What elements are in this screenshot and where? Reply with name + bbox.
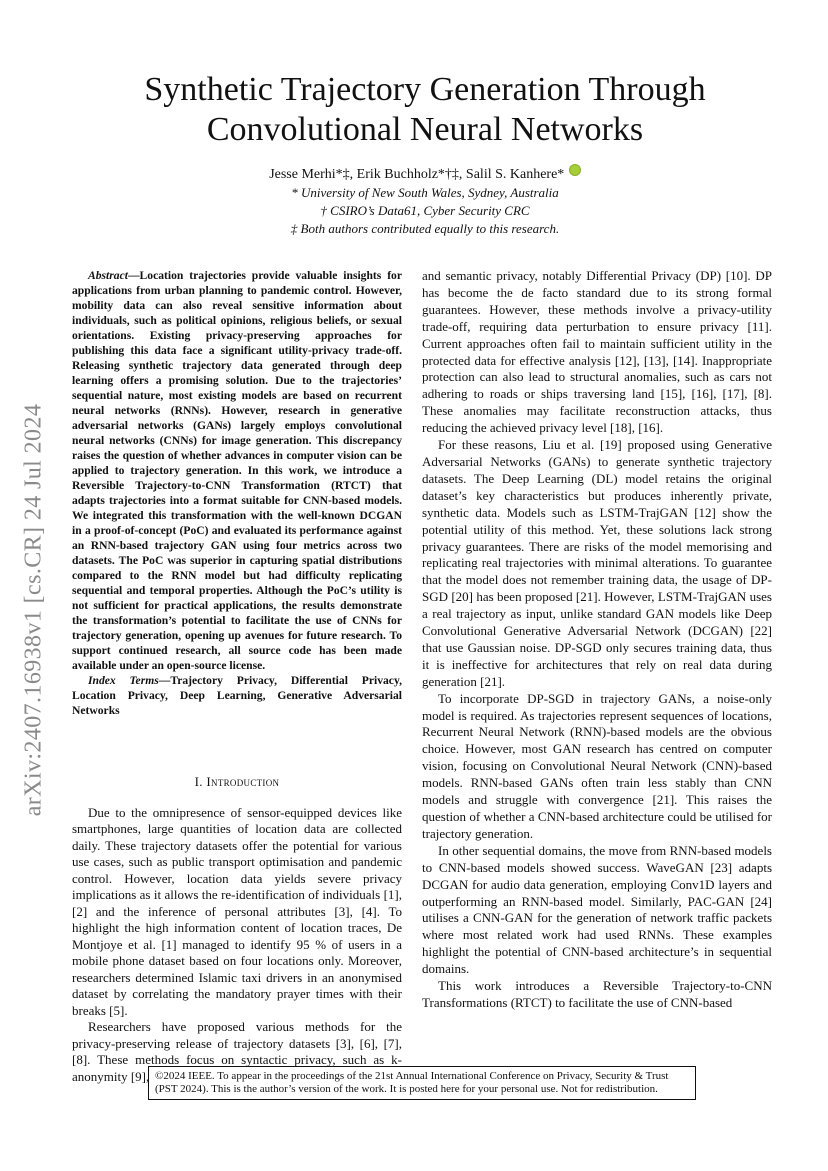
copyright-notice: ©2024 IEEE. To appear in the proceedings of the 21st Annual International Conference on Privacy, Security & Trust (PST 2024). This is the author’s version of the work. It is posted here for your personal use. Not for redistribution.: [148, 1066, 696, 1100]
section-title: Introduction: [206, 774, 280, 789]
index-terms-text: —Trajectory Privacy, Differential Privacy, Location Privacy, Deep Learning, Generative Adversarial Networks: [72, 674, 402, 717]
arxiv-identifier-text: arXiv:2407.16938v1 [cs.CR] 24 Jul 2024: [20, 403, 47, 817]
abstract-lead: Abstract: [88, 269, 128, 282]
affiliation-csiro: † CSIRO’s Data61, Cyber Security CRC: [320, 203, 530, 218]
section-number: I.: [194, 774, 203, 789]
intro-paragraph: Due to the omnipresence of sensor-equipped devices like smartphones, large quantities of location data are collected daily. These trajectory datasets offer the potential for various use cases, such as public transport optimisation and pandemic control. However, location data yields severe privacy implications as it allows the re-identification of individuals [1], [2] and the inference of personal attributes [3], [4]. To highlight the high information content of location traces, De Montjoye et al. [1] managed to identify 95 % of users in a mobile phone dataset based on four locations only. Moreover, researchers determined Islamic taxi drivers in an anonymised dataset by correlating the mandatory prayer times with their breaks [5].: [72, 804, 402, 1018]
author-names: Jesse Merhi*‡, Erik Buchholz*†‡, Salil S. Kanhere*: [269, 167, 565, 182]
abstract-text: —Location trajectories provide valuable insights for applications from urban planning to pandemic control. However, mobility data can also reveal sensitive information about individuals, such as political opinions, religious beliefs, or sexual orientations. Existing privacy-preserving approaches for publishing this data face a significant utility-privacy trade-off. Releasing synthetic trajectory data generated through deep learning offers a promising solution. Due to the trajectories’ sequential nature, most existing models are based on recurrent neural networks (RNNs). However, research in generative adversarial networks (GANs) largely employs convolutional neural networks (CNNs) for image generation. This discrepancy raises the question of whether advances in computer vision can be applied to trajectory generation. In this work, we introduce a Reversible Trajectory-to-CNN Transformation (RTCT) that adapts trajectories into a format suitable for CNN-based models. We integrated this transformation with the well-known DCGAN in a proof-of-concept (PoC) and evaluated its performance against an RNN-based trajectory GAN using four metrics across two datasets. The PoC was superior in capturing spatial distributions compared to the RNN model but had difficulty replicating sequential and temporal properties. Although the PoC’s utility is not sufficient for practical applications, the results demonstrate the transformation’s potential to facilitate the use of CNNs for trajectory generation, opening up avenues for future research. To support continued research, all source code has been made available under an open-source license.: [72, 269, 402, 672]
orcid-icon[interactable]: [569, 164, 581, 176]
intro-paragraph: Researchers have proposed various methods for the privacy-preserving release of trajectory datasets [3], [6], [7], [8]. These methods focus on syntactic privacy, such as k-anonymity [9],: [72, 1019, 402, 1084]
intro-paragraph: For these reasons, Liu et al. [19] proposed using Generative Adversarial Networks (GANs) to generate synthetic trajectory datasets. The Deep Learning (DL) model retains the original dataset’s key characteristics but produces inherently private, synthetic data. Models such as LSTM-TrajGAN [12] show the potential utility of this method. Yet, these solutions lack strong privacy guarantees. There are risks of the model memorising and replicating real trajectories with minimal alterations. To guarantee that the model does not remember training data, the usage of DP-SGD [20] has been proposed [21]. However, LSTM-TrajGAN uses a real trajectory as input, unlike standard GAN models like Deep Convolutional Generative Adversarial Network (DCGAN) [22] that use Gaussian noise. DP-SGD only secures training data, thus it is ineffective for architectures that rely on real data during generation [21].: [422, 437, 772, 689]
affiliation-unsw: * University of New South Wales, Sydney, Australia: [291, 185, 559, 200]
author-list: [80, 164, 770, 184]
arxiv-identifier-stamp: [16, 330, 52, 890]
paper-title: Synthetic Trajectory Generation Through Convolutional Neural Networks: [144, 71, 706, 148]
left-column: [72, 268, 402, 1085]
abstract: [72, 268, 402, 673]
index-terms-lead: Index Terms: [88, 674, 159, 687]
intro-paragraph: and semantic privacy, notably Differential Privacy (DP) [10]. DP has become the de facto standard due to its strong formal guarantees. However, these methods involve a privacy-utility trade-off, requiring data perturbation to ensure privacy [11]. Current approaches often fail to maintain sufficient utility in the protected data for effective analysis [12], [13], [14]. Inappropriate protection can also lead to structural anomalies, such as cars not adhering to roads or ships traversing land [15], [16], [17], [8]. These anomalies may facilitate reconstruction attacks, thus reducing the achieved privacy level [18], [16].: [422, 268, 772, 436]
intro-paragraph: In other sequential domains, the move from RNN-based models to CNN-based models showed success. WaveGAN [23] adapts DCGAN for audio data generation, employing Conv1D layers and outperforming an RNN-based model. Similarly, PAC-GAN [24] utilises a CNN-GAN for the generation of network traffic packets where most related work had used RNNs. These examples highlight the potential of CNN-based architecture’s in sequential domains.: [422, 842, 772, 977]
section-heading-introduction: [72, 774, 402, 791]
index-terms: [72, 673, 402, 718]
intro-paragraph: This work introduces a Reversible Trajectory-to-CNN Transformations (RTCT) to facilitate the use of CNN-based: [422, 978, 772, 1010]
equal-contribution-note: ‡ Both authors contributed equally to this research.: [290, 221, 560, 236]
intro-paragraph: To incorporate DP-SGD in trajectory GANs, a noise-only model is required. As trajectories represent sequences of locations, Recurrent Neural Network (RNN)-based models are the obvious choice. However, most GAN research has centred on computer vision, focusing on Convolutional Neural Network (CNN)-based models. RNN-based GANs often train less stably than CNN models and struggle with convergence [21]. This raises the question of whether a CNN-based architecture could be utilised for trajectory generation.: [422, 690, 772, 841]
right-column: [422, 268, 772, 1012]
